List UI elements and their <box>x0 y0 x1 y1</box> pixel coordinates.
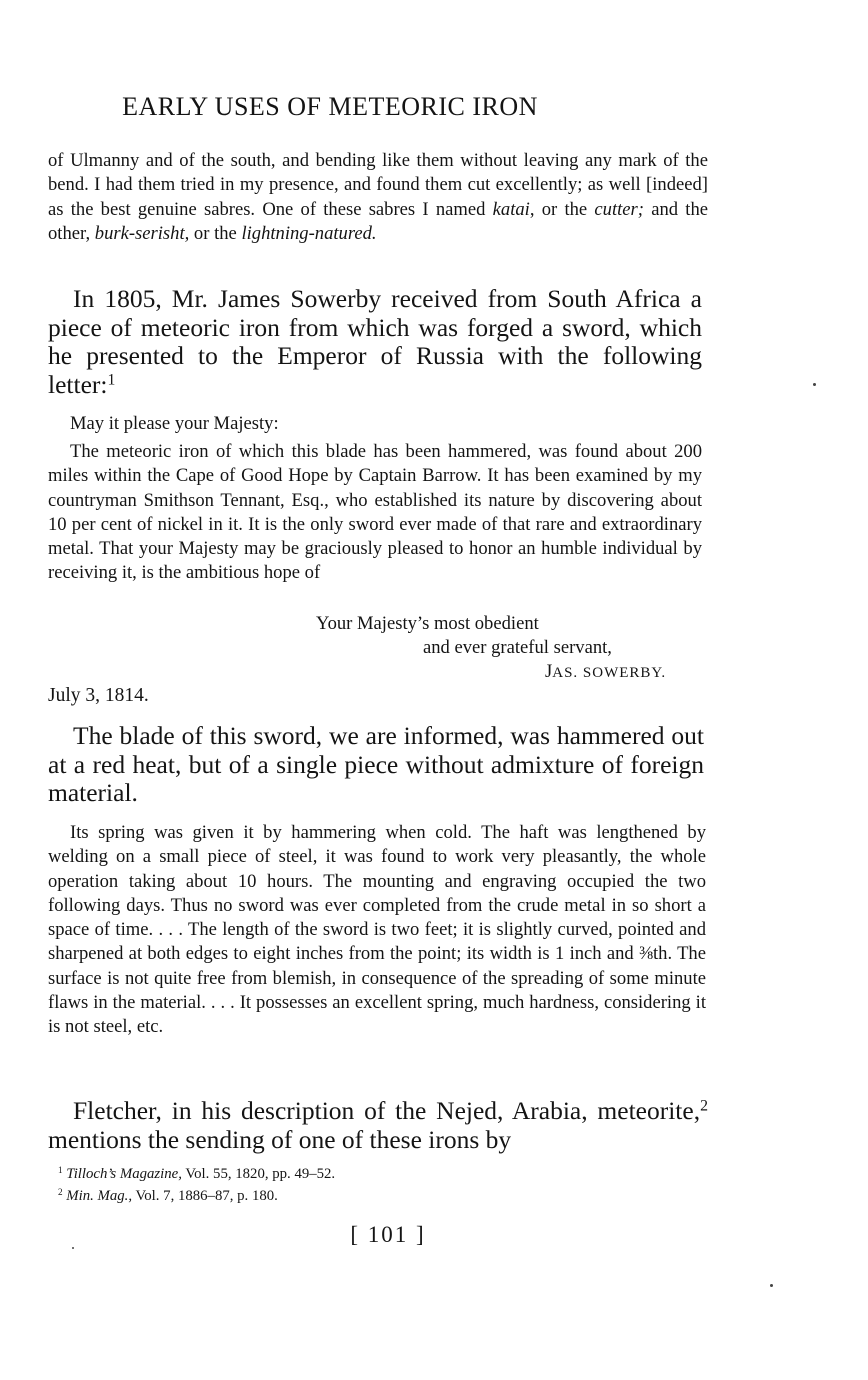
italic-term-burk-serisht: burk-serisht, <box>94 222 190 244</box>
text-run: or the <box>189 222 242 244</box>
letter-date: July 3, 1814. <box>48 685 149 706</box>
footnote-details: Vol. 55, 1820, pp. 49–52. <box>181 1166 336 1182</box>
paragraph-blade: The blade of this sword, we are informed, was hammered out at a red heat, but of a single piece without admixture of foreign material. <box>48 721 704 807</box>
italic-term-cutter: cutter; <box>594 198 644 220</box>
signature-initial: J <box>545 661 553 682</box>
footnote-2 <box>58 1185 698 1207</box>
footnote-1 <box>58 1163 698 1185</box>
italic-term-lightning-natured: lightning-natured. <box>241 222 377 244</box>
letter-closing-line-1: Your Majesty’s most obedient <box>316 613 539 634</box>
scan-speck <box>813 383 816 386</box>
text-run: of Ulmanny and of the south, and bending like them without leaving any mark of the bend. I had them tried in my presence, and found them cut excellently; as well [indeed] as the best genuine sabres. One of these sabres I named <box>48 150 708 220</box>
letter-salutation: May it please your Majesty: <box>70 413 279 434</box>
letter-body: The meteoric iron of which this blade has been hammered, was found about 200 miles within the Cape of Good Hope by Captain Barrow. It has been examined by my countryman Smithson Tennant, Esq., who established its nature by discovering about 10 per cent of nickel in it. It is the only sword ever made of that rare and extraordinary metal. That your Majesty may be graciously pleased to honor an humble individual by receiving it, is the ambitious hope of <box>48 441 702 584</box>
footnote-ref-1: 1 <box>107 370 116 388</box>
scan-speck <box>770 1284 773 1287</box>
page-number: [ 101 ] <box>350 1222 426 1247</box>
signature-small-caps: AS. SOWERBY. <box>552 665 667 681</box>
footnotes <box>58 1163 698 1207</box>
paragraph-continued-quote <box>48 149 708 246</box>
text-run: and the other, <box>48 198 709 244</box>
letter-closing-line-2: and ever grateful servant, <box>423 637 612 658</box>
footnote-mark: 2 <box>58 1186 63 1197</box>
paragraph-fletcher <box>48 1097 708 1154</box>
text-run: , or the <box>529 198 595 220</box>
footnote-source: Tilloch’s Magazine, <box>66 1166 182 1182</box>
paragraph-text: In 1805, Mr. James Sowerby received from South Africa a piece of meteoric iron from which was forged a sword, which he presented to the Emperor of Russia with the following letter: <box>48 284 702 399</box>
text-run: mentions the sending of one of these irons by <box>48 1124 512 1154</box>
footnote-details: Vol. 7, 1886–87, p. 180. <box>132 1188 278 1204</box>
footnote-mark: 1 <box>58 1164 63 1175</box>
scan-speck <box>72 1247 74 1249</box>
letter-signature <box>545 660 745 685</box>
footnote-source: Min. Mag., <box>66 1188 133 1204</box>
italic-term-katai: katai <box>492 198 530 220</box>
paragraph-spring: Its spring was given it by hammering when cold. The haft was lengthened by welding on a small piece of steel, it was found to work very pleasantly, the whole operation taking about 10 hours. The mounting and engraving occupied the two following days. Thus no sword was ever completed from the crude metal in so short a space of time. . . . The length of the sword is two feet; it is slightly curved, pointed and sharpened at both edges to eight inches from the point; its width is 1 inch and ⅜th. The surface is not quite free from blemish, in consequence of the spreading of some minute flaws in the material. . . . It possesses an excellent spring, much hardness, considering it is not steel, etc. <box>48 822 706 1038</box>
running-head: EARLY USES OF METEORIC IRON <box>122 92 538 121</box>
footnote-ref-2: 2 <box>700 1097 708 1115</box>
text-run: Fletcher, in his description of the Nejed, Arabia, meteorite, <box>73 1096 701 1125</box>
paragraph-sowerby <box>48 285 702 399</box>
